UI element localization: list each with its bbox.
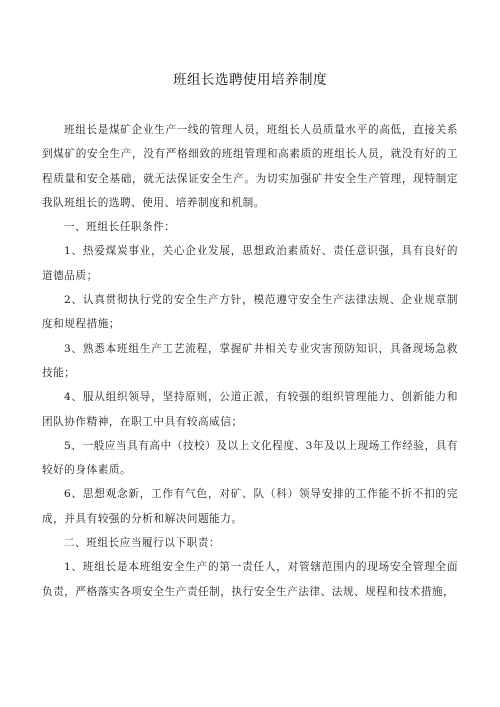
paragraph-intro: 班组长是煤矿企业生产一线的管理人员，班组长人员质量水平的高低，直接关系到煤矿的安全生产，没有严格细致的班组管理和高素质的班组长人员，就没有好的工程质量和安全基础，就无法保证安全生产。为切实加强矿井安全生产管理，现特制定我队班组长的选聘、使用、培养制度和机制。 xyxy=(42,124,458,209)
list-item: 2、认真贯彻执行党的安全生产方针，模范遵守安全生产法律法规、企业规章制度和规程措施； xyxy=(42,294,458,331)
list-item: 1、班组长是本班组安全生产的第一责任人，对管辖范围内的现场安全管理全面负责，严格落实各项安全生产责任制，执行安全生产法律、法规、规程和技术措施， xyxy=(42,561,458,598)
list-item: 4、服从组织领导，坚持原则，公道正派，有较强的组织管理能力、创新能力和团队协作精神，在职工中具有较高威信； xyxy=(42,391,458,428)
section-heading-duties: 二、班组长应当履行以下职责： xyxy=(64,537,221,550)
page-title: 班组长选聘使用培养制度 xyxy=(173,72,327,88)
section-heading-qualifications: 一、班组长任职条件： xyxy=(64,221,176,234)
list-item: 6、思想观念新，工作有气色，对矿、队（科）领导安排的工作能不折不扣的完成，并具有较强的分析和解决问题能力。 xyxy=(42,488,458,525)
document-body xyxy=(42,118,458,604)
list-item: 5、一般应当具有高中（技校）及以上文化程度、3年及以上现场工作经验，具有较好的身体素质。 xyxy=(42,439,458,477)
list-item: 1、热爱煤炭事业，关心企业发展，思想政治素质好、责任意识强，具有良好的道德品质； xyxy=(42,245,458,282)
list-item: 3、熟悉本班组生产工艺流程，掌握矿井相关专业灾害预防知识，具备现场急救技能； xyxy=(42,342,458,379)
